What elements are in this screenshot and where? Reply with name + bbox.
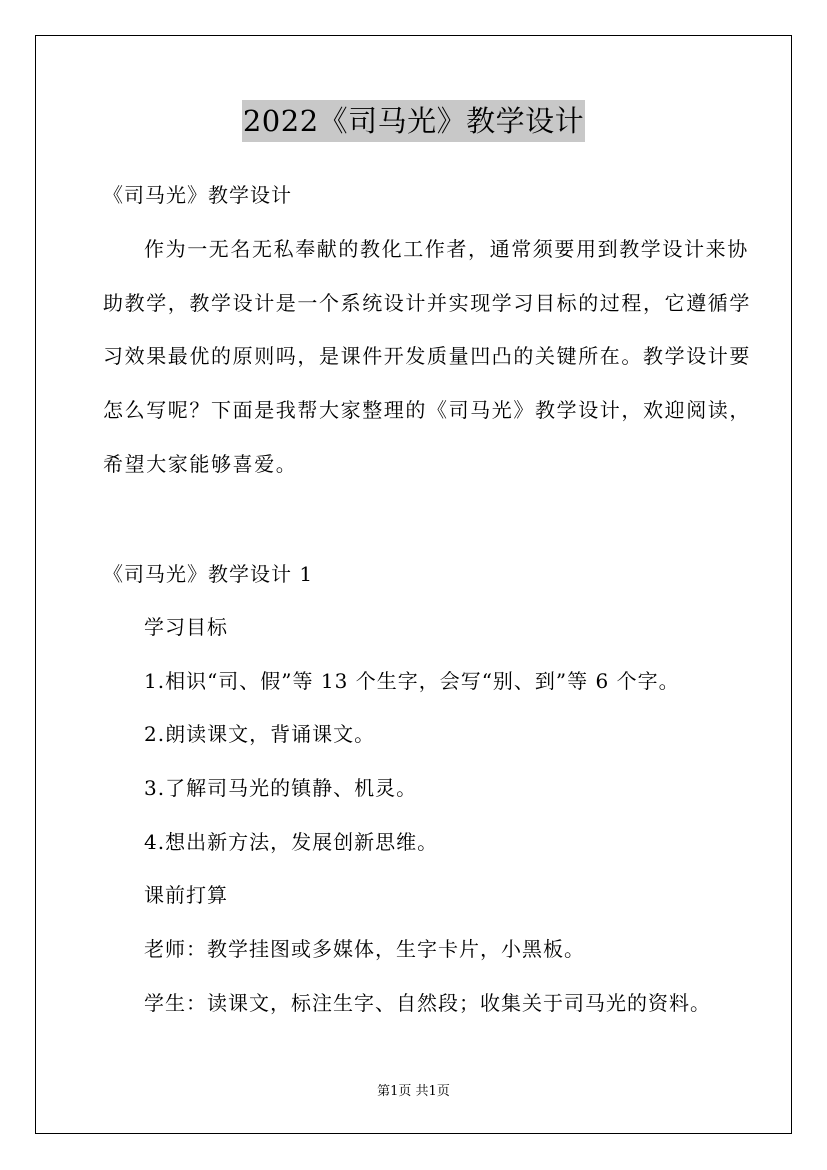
- prep-item-teacher: 老师：教学挂图或多媒体，生字卡片，小黑板。: [144, 937, 585, 961]
- page-footer: 第1页 共1页: [377, 1084, 450, 1099]
- prep-heading: 课前打算: [144, 883, 228, 907]
- intro-line-2: 助教学，教学设计是一个系统设计并实现学习目标的过程，它遵循学: [103, 291, 751, 315]
- document-title: 2022《司马光》教学设计: [242, 100, 585, 142]
- document-subtitle: 《司马光》教学设计: [103, 183, 292, 207]
- section-heading: 《司马光》教学设计 1: [103, 562, 314, 586]
- intro-line-4: 怎么写呢？下面是我帮大家整理的《司马光》教学设计，欢迎阅读，: [103, 398, 751, 422]
- goal-item-2: 2.朗读课文，背诵课文。: [144, 722, 376, 746]
- goal-item-4: 4.想出新方法，发展创新思维。: [144, 830, 439, 854]
- intro-line-3: 习效果最优的原则吗，是课件开发质量凹凸的关键所在。教学设计要: [103, 344, 751, 368]
- title-container: [0, 100, 827, 142]
- goals-heading: 学习目标: [144, 615, 228, 639]
- intro-line-5: 希望大家能够喜爱。: [103, 452, 298, 476]
- goal-item-1: 1.相识“司、假”等 13 个生字，会写“别、到”等 6 个字。: [144, 669, 680, 693]
- goal-item-3: 3.了解司马光的镇静、机灵。: [144, 776, 418, 800]
- intro-line-1: 作为一无名无私奉献的教化工作者，通常须要用到教学设计来协: [144, 237, 749, 261]
- prep-item-student: 学生：读课文，标注生字、自然段；收集关于司马光的资料。: [144, 991, 711, 1015]
